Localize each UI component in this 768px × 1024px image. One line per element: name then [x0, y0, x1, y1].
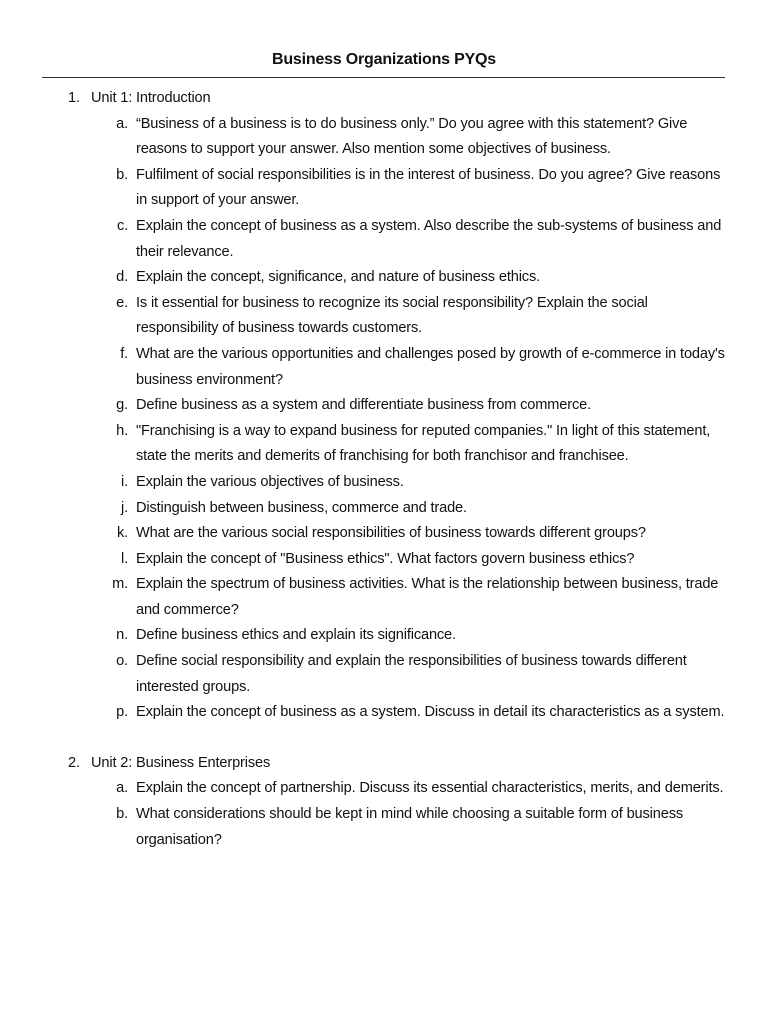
title-divider — [42, 77, 725, 78]
unit-heading — [0, 751, 768, 777]
question-item — [0, 214, 768, 265]
question-marker: a. — [116, 780, 128, 797]
question-text: Define business as a system and differentiate business from commerce. — [136, 397, 591, 414]
question-item — [0, 572, 768, 623]
question-text: What are the various opportunities and challenges posed by growth of e-commerce in today's business environment? — [136, 345, 725, 388]
question-text: Fulfilment of social responsibilities is in the interest of business. Do you agree? Give reasons in support of your answer. — [136, 166, 721, 209]
question-item — [0, 112, 768, 163]
question-item — [0, 521, 768, 547]
question-item — [0, 265, 768, 291]
unit-heading — [0, 86, 768, 112]
question-item — [0, 291, 768, 342]
question-item — [0, 802, 768, 853]
question-item — [0, 393, 768, 419]
unit-number: 1. — [68, 90, 80, 106]
unit-number: 2. — [68, 754, 80, 771]
question-text: Explain the concept of partnership. Discuss its essential characteristics, merits, and demerits. — [136, 780, 724, 797]
question-text: Explain the concept of business as a system. Discuss in detail its characteristics as a system. — [136, 704, 725, 721]
document-title: Business Organizations PYQs — [272, 51, 496, 68]
question-marker: f. — [120, 345, 128, 362]
question-item — [0, 649, 768, 700]
question-text: What are the various social responsibilities of business towards different groups? — [136, 525, 646, 542]
question-marker: d. — [116, 269, 128, 286]
question-marker: p. — [116, 704, 128, 721]
question-item — [0, 496, 768, 522]
unit-title: Unit 1: Introduction — [91, 90, 211, 106]
question-marker: c. — [116, 217, 128, 234]
question-text: "Franchising is a way to expand business for reputed companies." In light of this statement, state the merits and demerits of franchising for both franchisor and franchisee. — [136, 422, 711, 465]
question-marker: k. — [116, 525, 128, 542]
question-text: “Business of a business is to do business only.” Do you agree with this statement? Give reasons to support your answer. Also mention some objectives of business. — [136, 115, 688, 158]
question-text: Explain the concept of "Business ethics". What factors govern business ethics? — [136, 550, 635, 567]
question-text: What considerations should be kept in mind while choosing a suitable form of business organisation? — [136, 806, 683, 848]
question-item — [0, 623, 768, 649]
question-marker: m. — [112, 576, 128, 593]
question-text: Explain the various objectives of business. — [136, 473, 404, 490]
question-marker: e. — [116, 294, 128, 311]
question-text: Define business ethics and explain its significance. — [136, 627, 456, 644]
question-marker: o. — [116, 653, 128, 670]
question-item — [0, 700, 768, 726]
question-marker: a. — [116, 115, 128, 132]
question-item — [0, 163, 768, 214]
question-marker: j. — [121, 499, 128, 516]
question-item — [0, 547, 768, 573]
question-marker: i. — [121, 473, 128, 490]
unit-1 — [0, 86, 768, 726]
question-list — [0, 86, 768, 853]
question-marker: n. — [116, 627, 128, 644]
unit-title: Unit 2: Business Enterprises — [91, 754, 271, 771]
question-text: Distinguish between business, commerce and trade. — [136, 499, 467, 516]
question-text: Is it essential for business to recognize its social responsibility? Explain the social responsibility of business towards customers. — [136, 294, 648, 337]
question-marker: h. — [116, 422, 128, 439]
question-item — [0, 342, 768, 393]
unit-2 — [0, 751, 768, 853]
question-item — [0, 776, 768, 802]
question-item — [0, 419, 768, 470]
question-text: Define social responsibility and explain the responsibilities of business towards different interested groups. — [136, 653, 687, 695]
question-text: Explain the concept, significance, and nature of business ethics. — [136, 269, 540, 286]
question-text: Explain the concept of business as a system. Also describe the sub-systems of business and their relevance. — [136, 217, 722, 260]
question-text: Explain the spectrum of business activities. What is the relationship between business, trade and commerce? — [136, 576, 719, 618]
question-marker: b. — [116, 806, 128, 823]
question-marker: b. — [116, 166, 128, 183]
question-item — [0, 470, 768, 496]
question-marker: g. — [116, 397, 128, 414]
question-marker: l. — [121, 550, 128, 567]
